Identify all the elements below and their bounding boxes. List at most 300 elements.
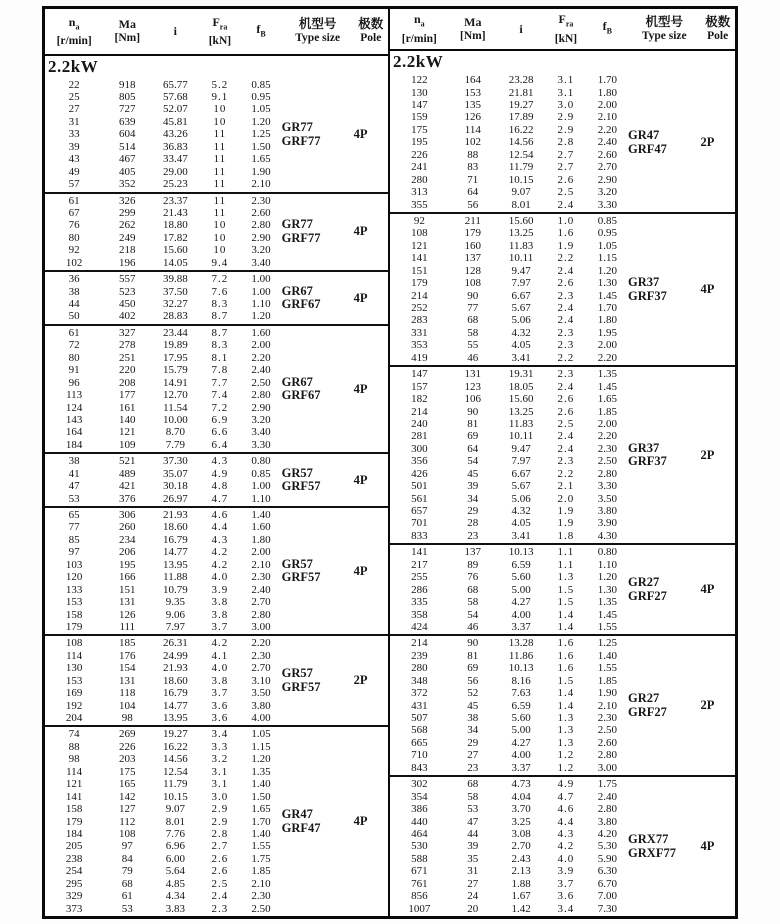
cell-ratio: 15.60 xyxy=(162,244,188,257)
cell-radial-force: 3.6 xyxy=(211,699,229,712)
cell-radial-force: 2.7 xyxy=(211,840,229,853)
cell-speed: 157 xyxy=(411,380,428,393)
table-row xyxy=(45,327,282,339)
cell-radial-force: 2.9 xyxy=(211,803,229,816)
cell-service-factor: 1.10 xyxy=(251,298,271,310)
cell-radial-force: 1.9 xyxy=(557,505,575,517)
cell-service-factor: 3.80 xyxy=(251,699,271,712)
cell-service-factor: 3.10 xyxy=(251,674,271,687)
cell-speed: 57 xyxy=(68,178,80,191)
table-row xyxy=(45,273,282,285)
cell-radial-force: 3.9 xyxy=(211,583,229,596)
cell-ratio: 6.59 xyxy=(511,558,531,571)
cell-radial-force: 6.6 xyxy=(211,426,229,439)
cell-service-factor: 1.75 xyxy=(251,852,271,865)
cell-service-factor: 0.95 xyxy=(251,91,271,103)
table-row xyxy=(45,903,282,915)
cell-service-factor: 2.00 xyxy=(597,417,617,430)
type-size-label: GR37 GRF37 xyxy=(628,440,667,469)
type-size-label: GR57 GRF57 xyxy=(281,556,321,585)
cell-speed: 192 xyxy=(65,699,83,712)
table-row xyxy=(390,621,628,633)
cell-speed: 331 xyxy=(411,326,428,339)
table-row xyxy=(45,426,282,438)
table-row xyxy=(390,136,628,148)
cell-speed: 159 xyxy=(411,111,428,124)
cell-torque: 327 xyxy=(119,326,136,339)
cell-service-factor: 1.70 xyxy=(597,74,617,87)
cell-ratio: 37.50 xyxy=(162,285,188,298)
cell-torque: 142 xyxy=(119,790,136,803)
cell-radial-force: 3.7 xyxy=(211,620,229,633)
cell-ratio: 16.79 xyxy=(162,533,188,546)
cell-ratio: 13.25 xyxy=(508,227,534,240)
table-row xyxy=(390,290,628,302)
table-row xyxy=(390,571,628,583)
cell-torque: 140 xyxy=(119,413,136,426)
cell-radial-force: 2.0 xyxy=(557,492,575,505)
table-row xyxy=(390,480,628,492)
cell-ratio: 7.97 xyxy=(511,455,531,468)
cell-speed: 96 xyxy=(68,376,80,389)
cell-service-factor: 2.80 xyxy=(251,219,271,232)
cell-ratio: 1.42 xyxy=(511,902,531,915)
cell-torque: 131 xyxy=(119,674,136,687)
cell-ratio: 2.70 xyxy=(511,840,531,853)
cell-speed: 38 xyxy=(68,285,80,298)
cell-radial-force: 2.5 xyxy=(211,877,229,890)
cell-torque: 64 xyxy=(467,186,479,199)
table-row xyxy=(390,443,628,455)
cell-service-factor: 1.00 xyxy=(251,273,271,286)
table-row xyxy=(45,402,282,414)
cell-radial-force: 2.7 xyxy=(557,148,575,161)
cell-service-factor: 5.30 xyxy=(597,840,617,853)
cell-ratio: 65.77 xyxy=(162,78,188,91)
cell-ratio: 17.89 xyxy=(508,111,534,124)
cell-speed: 184 xyxy=(65,438,83,451)
cell-speed: 530 xyxy=(411,840,428,853)
cell-ratio: 5.67 xyxy=(511,302,531,314)
cell-torque: 77 xyxy=(467,302,479,314)
table-row xyxy=(390,493,628,505)
cell-speed: 431 xyxy=(411,699,428,712)
cell-speed: 120 xyxy=(65,571,83,584)
table-row xyxy=(45,455,282,467)
cell-service-factor: 1.05 xyxy=(251,728,271,741)
table-row xyxy=(390,584,628,596)
cell-radial-force: 1.3 xyxy=(557,724,575,737)
table-row xyxy=(45,468,282,480)
cell-torque: 118 xyxy=(119,687,136,700)
cell-service-factor: 2.80 xyxy=(251,389,271,402)
cell-service-factor: 3.80 xyxy=(597,505,617,517)
cell-ratio: 10.11 xyxy=(508,430,534,443)
cell-ratio: 11.86 xyxy=(508,649,534,662)
col-header-pole: 极数 Pole xyxy=(705,14,731,43)
table-row xyxy=(45,791,282,803)
table-row xyxy=(45,878,282,890)
cell-service-factor: 2.50 xyxy=(597,455,617,468)
table-row xyxy=(390,890,628,902)
cell-torque: 211 xyxy=(464,214,481,227)
cell-radial-force: 2.8 xyxy=(557,136,575,149)
spec-block xyxy=(390,365,735,543)
cell-ratio: 14.77 xyxy=(162,699,188,712)
cell-ratio: 12.54 xyxy=(508,148,534,161)
cell-service-factor: 1.55 xyxy=(597,620,617,633)
cell-ratio: 9.35 xyxy=(165,596,185,609)
cell-speed: 151 xyxy=(411,264,428,277)
cell-service-factor: 4.00 xyxy=(251,712,271,724)
table-row xyxy=(390,517,628,529)
cell-radial-force: 3.1 xyxy=(211,778,229,791)
cell-ratio: 37.30 xyxy=(162,455,188,468)
cell-torque: 58 xyxy=(467,596,479,609)
cell-service-factor: 1.10 xyxy=(251,492,271,505)
cell-radial-force: 4.9 xyxy=(557,778,575,791)
table-row xyxy=(45,890,282,902)
cell-speed: 113 xyxy=(66,389,83,402)
cell-radial-force: 3.8 xyxy=(211,674,229,687)
cell-radial-force: 4.4 xyxy=(557,815,575,828)
cell-ratio: 18.05 xyxy=(508,380,534,393)
table-row xyxy=(45,166,282,178)
cell-radial-force: 2.6 xyxy=(557,405,575,418)
cell-service-factor: 2.80 xyxy=(597,467,617,480)
cell-ratio: 39.88 xyxy=(162,273,188,286)
cell-torque: 514 xyxy=(119,140,136,153)
cell-speed: 1007 xyxy=(408,902,431,915)
table-row xyxy=(45,621,282,633)
cell-service-factor: 2.10 xyxy=(251,558,271,571)
cell-torque: 203 xyxy=(119,753,136,766)
cell-torque: 206 xyxy=(119,546,136,559)
cell-ratio: 5.60 xyxy=(511,571,531,584)
cell-ratio: 11.54 xyxy=(163,401,188,414)
col-header-radial-force: $F_{ra}$ [kN] xyxy=(208,14,232,47)
cell-ratio: 3.41 xyxy=(511,351,531,364)
cell-service-factor: 1.35 xyxy=(251,765,271,778)
cell-radial-force: 1.0 xyxy=(557,214,575,227)
cell-speed: 239 xyxy=(411,649,428,662)
cell-torque: 83 xyxy=(467,161,479,174)
cell-service-factor: 2.10 xyxy=(597,699,617,712)
cell-radial-force: 2.6 xyxy=(211,865,229,878)
cell-radial-force: 3.6 xyxy=(211,712,229,724)
cell-speed: 39 xyxy=(68,140,80,153)
cell-torque: 604 xyxy=(119,128,136,141)
cell-speed: 122 xyxy=(411,74,428,87)
cell-service-factor: 2.40 xyxy=(251,583,271,596)
cell-torque: 55 xyxy=(467,339,479,352)
cell-radial-force: 2.9 xyxy=(557,111,575,124)
cell-speed: 141 xyxy=(411,252,428,265)
cell-speed: 77 xyxy=(68,521,80,534)
cell-ratio: 12.70 xyxy=(162,389,188,402)
cell-speed: 108 xyxy=(65,637,83,650)
cell-torque: 260 xyxy=(119,521,136,534)
power-section-label: 2.2kW xyxy=(48,56,99,76)
cell-ratio: 10.11 xyxy=(508,252,534,265)
cell-ratio: 9.47 xyxy=(511,264,531,277)
table-row xyxy=(45,828,282,840)
cell-torque: 137 xyxy=(464,252,482,265)
cell-torque: 164 xyxy=(464,74,482,87)
cell-torque: 109 xyxy=(119,438,136,451)
cell-speed: 33 xyxy=(68,128,80,141)
cell-speed: 355 xyxy=(411,198,428,211)
pole-label: 4P xyxy=(700,839,715,854)
table-row xyxy=(390,277,628,289)
table-row xyxy=(45,741,282,753)
cell-speed: 302 xyxy=(411,778,428,791)
table-row xyxy=(390,712,628,724)
cell-radial-force: 4.3 xyxy=(211,455,229,468)
cell-ratio: 10.15 xyxy=(162,790,188,803)
cell-service-factor: 2.10 xyxy=(251,877,271,890)
cell-torque: 58 xyxy=(467,790,479,803)
cell-radial-force: 1.4 xyxy=(557,699,575,712)
cell-speed: 91 xyxy=(68,364,80,377)
cell-torque: 106 xyxy=(464,393,482,406)
table-row xyxy=(45,339,282,351)
cell-service-factor: 2.70 xyxy=(597,161,617,174)
table-row xyxy=(45,650,282,662)
cell-radial-force: 3.4 xyxy=(211,728,229,741)
table-row xyxy=(390,505,628,517)
cell-torque: 161 xyxy=(119,401,136,414)
cell-torque: 521 xyxy=(119,455,136,468)
cell-service-factor: 2.60 xyxy=(251,206,271,219)
cell-ratio: 7.79 xyxy=(165,438,185,451)
table-row xyxy=(390,161,628,173)
cell-service-factor: 2.00 xyxy=(251,339,271,352)
cell-speed: 856 xyxy=(411,890,428,903)
spec-block xyxy=(45,270,388,324)
cell-radial-force: 2.4 xyxy=(557,380,575,393)
cell-torque: 226 xyxy=(119,740,136,753)
cell-speed: 50 xyxy=(68,310,80,323)
type-size-label: GR77 GRF77 xyxy=(281,120,321,148)
cell-ratio: 15.60 xyxy=(508,393,534,406)
cell-speed: 88 xyxy=(68,740,80,753)
cell-speed: 169 xyxy=(65,687,83,700)
spec-blocks-right xyxy=(390,73,735,916)
cell-torque: 131 xyxy=(464,368,482,381)
spec-block xyxy=(45,452,388,506)
cell-torque: 76 xyxy=(467,571,479,584)
cell-ratio: 6.67 xyxy=(511,289,531,302)
cell-radial-force: 4.2 xyxy=(211,637,229,650)
col-header-type-size: 机型号 Type size xyxy=(295,16,341,45)
table-row xyxy=(390,546,628,558)
cell-torque: 102 xyxy=(464,136,482,149)
cell-service-factor: 1.30 xyxy=(597,583,617,596)
cell-service-factor: 1.20 xyxy=(597,571,617,584)
table-row xyxy=(45,178,282,190)
cell-radial-force: 1.1 xyxy=(557,546,575,559)
table-row xyxy=(45,816,282,828)
cell-service-factor: 2.30 xyxy=(597,712,617,724)
type-size-label: GR67 GRF67 xyxy=(281,283,321,311)
cell-service-factor: 2.30 xyxy=(251,649,271,662)
pole-label: 4P xyxy=(353,814,368,829)
cell-torque: 306 xyxy=(119,509,136,521)
cell-speed: 164 xyxy=(65,426,83,439)
cell-torque: 151 xyxy=(119,583,136,596)
cell-radial-force: 10 xyxy=(213,103,227,116)
cell-service-factor: 3.30 xyxy=(251,438,271,451)
table-row xyxy=(45,637,282,649)
cell-radial-force: 2.3 xyxy=(557,455,575,468)
cell-speed: 356 xyxy=(411,455,428,468)
cell-radial-force: 2.3 xyxy=(557,368,575,381)
cell-service-factor: 1.65 xyxy=(251,803,271,816)
cell-ratio: 19.31 xyxy=(508,368,534,381)
cell-radial-force: 2.3 xyxy=(211,902,229,915)
table-row xyxy=(45,257,282,269)
cell-service-factor: 1.20 xyxy=(251,753,271,766)
cell-service-factor: 1.65 xyxy=(597,393,617,406)
table-row xyxy=(390,878,628,890)
cell-service-factor: 2.70 xyxy=(251,662,271,675)
cell-radial-force: 3.1 xyxy=(557,86,575,99)
cell-speed: 108 xyxy=(411,227,428,240)
cell-speed: 214 xyxy=(411,289,428,302)
cell-service-factor: 1.60 xyxy=(251,326,271,339)
cell-speed: 114 xyxy=(66,649,83,662)
cell-torque: 175 xyxy=(119,765,136,778)
table-row xyxy=(390,99,628,111)
cell-service-factor: 1.90 xyxy=(251,165,271,178)
table-row xyxy=(45,509,282,521)
cell-speed: 710 xyxy=(411,749,428,762)
cell-ratio: 2.13 xyxy=(511,865,531,878)
cell-torque: 29 xyxy=(467,736,479,749)
cell-torque: 467 xyxy=(119,153,136,166)
cell-ratio: 1.88 xyxy=(511,877,531,890)
spec-table xyxy=(42,6,738,919)
cell-torque: 56 xyxy=(467,198,479,211)
cell-radial-force: 1.5 xyxy=(557,674,575,687)
cell-torque: 196 xyxy=(119,256,136,269)
cell-ratio: 7.97 xyxy=(511,277,531,290)
cell-radial-force: 4.9 xyxy=(211,467,229,480)
cell-torque: 58 xyxy=(467,326,479,339)
table-row xyxy=(390,199,628,211)
cell-service-factor: 7.00 xyxy=(597,890,617,903)
cell-torque: 421 xyxy=(119,480,136,493)
cell-ratio: 13.95 xyxy=(162,558,188,571)
cell-service-factor: 2.30 xyxy=(251,571,271,584)
cell-ratio: 4.73 xyxy=(511,778,531,791)
cell-torque: 23 xyxy=(467,761,479,774)
cell-radial-force: 2.5 xyxy=(557,417,575,430)
cell-ratio: 6.67 xyxy=(511,467,531,480)
cell-torque: 31 xyxy=(467,865,479,878)
cell-speed: 179 xyxy=(65,815,83,828)
cell-service-factor: 2.60 xyxy=(597,148,617,161)
cell-radial-force: 4.6 xyxy=(557,803,575,816)
cell-service-factor: 3.50 xyxy=(251,687,271,700)
cell-service-factor: 1.85 xyxy=(597,405,617,418)
cell-radial-force: 10 xyxy=(213,231,227,244)
cell-radial-force: 1.9 xyxy=(557,517,575,530)
cell-radial-force: 2.4 xyxy=(557,302,575,314)
pole-label: 2P xyxy=(700,135,715,150)
cell-service-factor: 2.30 xyxy=(251,194,271,207)
cell-torque: 34 xyxy=(467,724,479,737)
cell-service-factor: 1.85 xyxy=(251,865,271,878)
cell-torque: 127 xyxy=(119,803,136,816)
cell-ratio: 6.59 xyxy=(511,699,531,712)
table-row xyxy=(45,753,282,765)
cell-speed: 252 xyxy=(411,302,428,314)
cell-ratio: 4.04 xyxy=(511,790,531,803)
table-row xyxy=(390,687,628,699)
cell-torque: 639 xyxy=(119,115,136,128)
cell-ratio: 10.13 xyxy=(508,662,534,675)
cell-ratio: 6.00 xyxy=(165,852,185,865)
cell-service-factor: 0.80 xyxy=(251,455,271,468)
column-header-row xyxy=(390,9,735,51)
cell-torque: 114 xyxy=(464,123,481,136)
cell-speed: 335 xyxy=(411,596,428,609)
cell-radial-force: 4.0 xyxy=(211,662,229,675)
table-row xyxy=(45,596,282,608)
cell-service-factor: 2.80 xyxy=(597,803,617,816)
table-row xyxy=(390,240,628,252)
cell-speed: 147 xyxy=(411,368,428,381)
cell-speed: 49 xyxy=(68,165,80,178)
cell-service-factor: 4.20 xyxy=(597,827,617,840)
cell-service-factor: 3.20 xyxy=(251,413,271,426)
table-row xyxy=(45,853,282,865)
cell-ratio: 43.26 xyxy=(162,128,188,141)
cell-ratio: 8.70 xyxy=(165,426,185,439)
cell-service-factor: 2.40 xyxy=(597,136,617,149)
cell-ratio: 17.82 xyxy=(162,231,188,244)
table-row xyxy=(390,265,628,277)
cell-service-factor: 1.15 xyxy=(251,740,271,753)
spec-block xyxy=(390,775,735,916)
cell-service-factor: 2.20 xyxy=(597,351,617,364)
cell-service-factor: 2.20 xyxy=(597,123,617,136)
table-row xyxy=(45,675,282,687)
cell-torque: 46 xyxy=(467,351,479,364)
cell-radial-force: 3.8 xyxy=(211,596,229,609)
cell-speed: 195 xyxy=(411,136,428,149)
cell-ratio: 13.28 xyxy=(508,637,534,650)
cell-radial-force: 2.3 xyxy=(557,326,575,339)
table-row xyxy=(45,91,282,103)
cell-torque: 111 xyxy=(119,620,136,633)
cell-speed: 121 xyxy=(411,239,428,252)
cell-speed: 61 xyxy=(68,194,80,207)
table-row xyxy=(45,298,282,310)
cell-ratio: 8.16 xyxy=(511,674,531,687)
cell-ratio: 21.43 xyxy=(162,206,188,219)
table-row xyxy=(390,455,628,467)
cell-torque: 81 xyxy=(467,649,479,662)
cell-service-factor: 0.85 xyxy=(251,78,271,91)
cell-service-factor: 3.90 xyxy=(597,517,617,530)
cell-ratio: 15.60 xyxy=(508,214,534,227)
table-row xyxy=(45,103,282,115)
table-row xyxy=(390,778,628,790)
cell-ratio: 12.54 xyxy=(162,765,188,778)
